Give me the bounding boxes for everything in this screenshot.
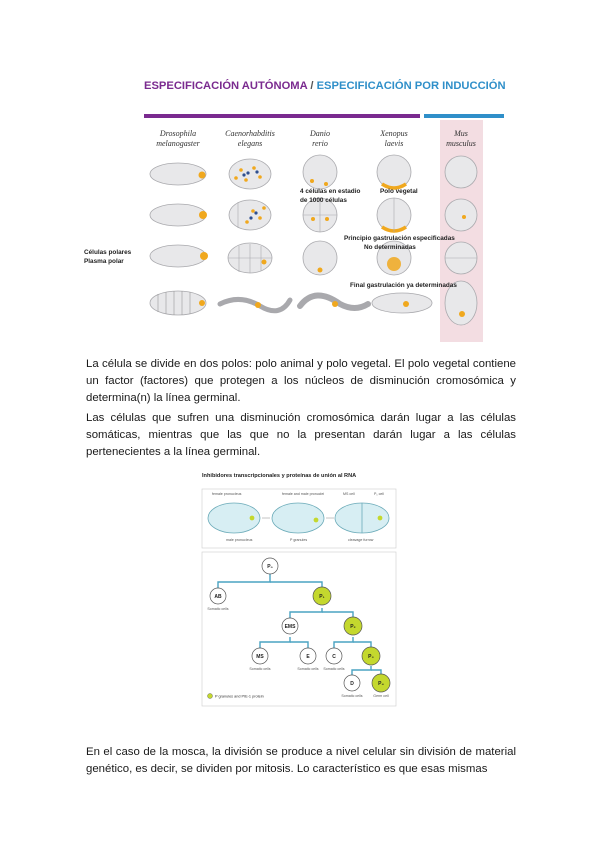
species-epithet: melanogaster [156,139,200,148]
figure2-title: Inhibidores transcripcionales y proteínas de unión al RNA [202,473,357,479]
label-not-determined: No determinadas [364,244,416,251]
label-female-pronucleus: female pronucleus [212,492,242,496]
fate-somatic: Somatic cells [341,694,363,698]
node-ems: EMS [284,624,296,630]
germline-lineage-figure [198,470,400,708]
node-c: C [332,654,336,660]
species-genus: Drosophila [159,129,197,138]
xenopus-column [372,155,432,313]
node-ab: AB [214,594,222,600]
species-epithet: rerio [312,139,328,148]
svg-text:ESPECIFICACIÓN AUTÓNOMA / ESPE [144,79,506,92]
fate-somatic: Somatic cells [323,667,345,671]
fate-somatic: Somatic cells [249,667,271,671]
fate-somatic: Somatic cells [297,667,319,671]
species-epithet: musculus [446,139,476,148]
legend-swatch [208,694,213,699]
title-separator: / [307,80,317,92]
label-ms-cell: MS cell [343,492,355,496]
node-e: E [306,654,310,660]
embryo-specification-figure [84,74,508,346]
node-ms: MS [256,654,264,660]
label-plasma-polar: Plasma polar [84,258,124,265]
title-autonomous: ESPECIFICACIÓN AUTÓNOMA [144,80,308,92]
species-genus: Caenorhabditis [225,129,275,138]
node-p0: P₀ [267,564,273,570]
label-p1-cell: P₁ cell [374,492,385,496]
label-p-granules: P granules [290,538,308,542]
label-male-pronucleus: male pronucleus [226,538,253,542]
title-induction: ESPECIFICACIÓN POR INDUCCIÓN [316,80,506,92]
node-p1: P₁ [319,594,325,600]
induction-bar [424,114,504,118]
node-d: D [350,681,354,687]
species-epithet: laevis [384,139,404,148]
label-pronuclei: female and male pronuclei [282,492,325,496]
fate-germ: Germ cell [373,694,389,698]
species-genus: Danio [310,129,330,138]
label-1000-cells: de 1000 células [300,197,347,204]
paragraph-3: En el caso de la mosca, la división se produce a nivel celular sin división de material genético, es decir, se dividen por mitosis. Lo característico es que esas mismas [86,746,516,775]
species-genus: Mus [454,129,468,138]
label-4-cells: 4 células en estadio [300,188,361,195]
label-cleavage-furrow: cleavage furrow [348,538,374,542]
drosophila-column [150,163,206,315]
fate-somatic: Somatic cells [207,607,229,611]
label-polo-vegetal: Polo vegetal [380,188,418,195]
label-gastrulation-start: Principio gastrulación especificadas [344,235,455,242]
paragraph-2: Las células que sufren una disminución cromosómica darán lugar a las células somáticas, mientras que las que no la presentan darán lugar a las células pertenecientes a la línea germinal. [86,412,516,458]
node-p2: P₂ [350,624,356,630]
species-genus: Xenopus [380,129,408,138]
paragraph-1: La célula se divide en dos polos: polo animal y polo vegetal. El polo vegetal contiene un factor (factores) que protegen a los núcleos de disminución cromosómica y determina(n) la línea germinal. [86,358,516,404]
lineage-panel [202,552,396,706]
label-gastrulation-end: Final gastrulación ya determinadas [350,282,457,289]
node-p3: P₃ [368,654,374,660]
species-epithet: elegans [237,139,263,148]
autonomous-bar [144,114,420,118]
label-celulas-polares: Células polares [84,249,132,256]
legend-label: P granules and PIE-1 protein [215,694,264,699]
node-p4: P₄ [378,681,384,687]
